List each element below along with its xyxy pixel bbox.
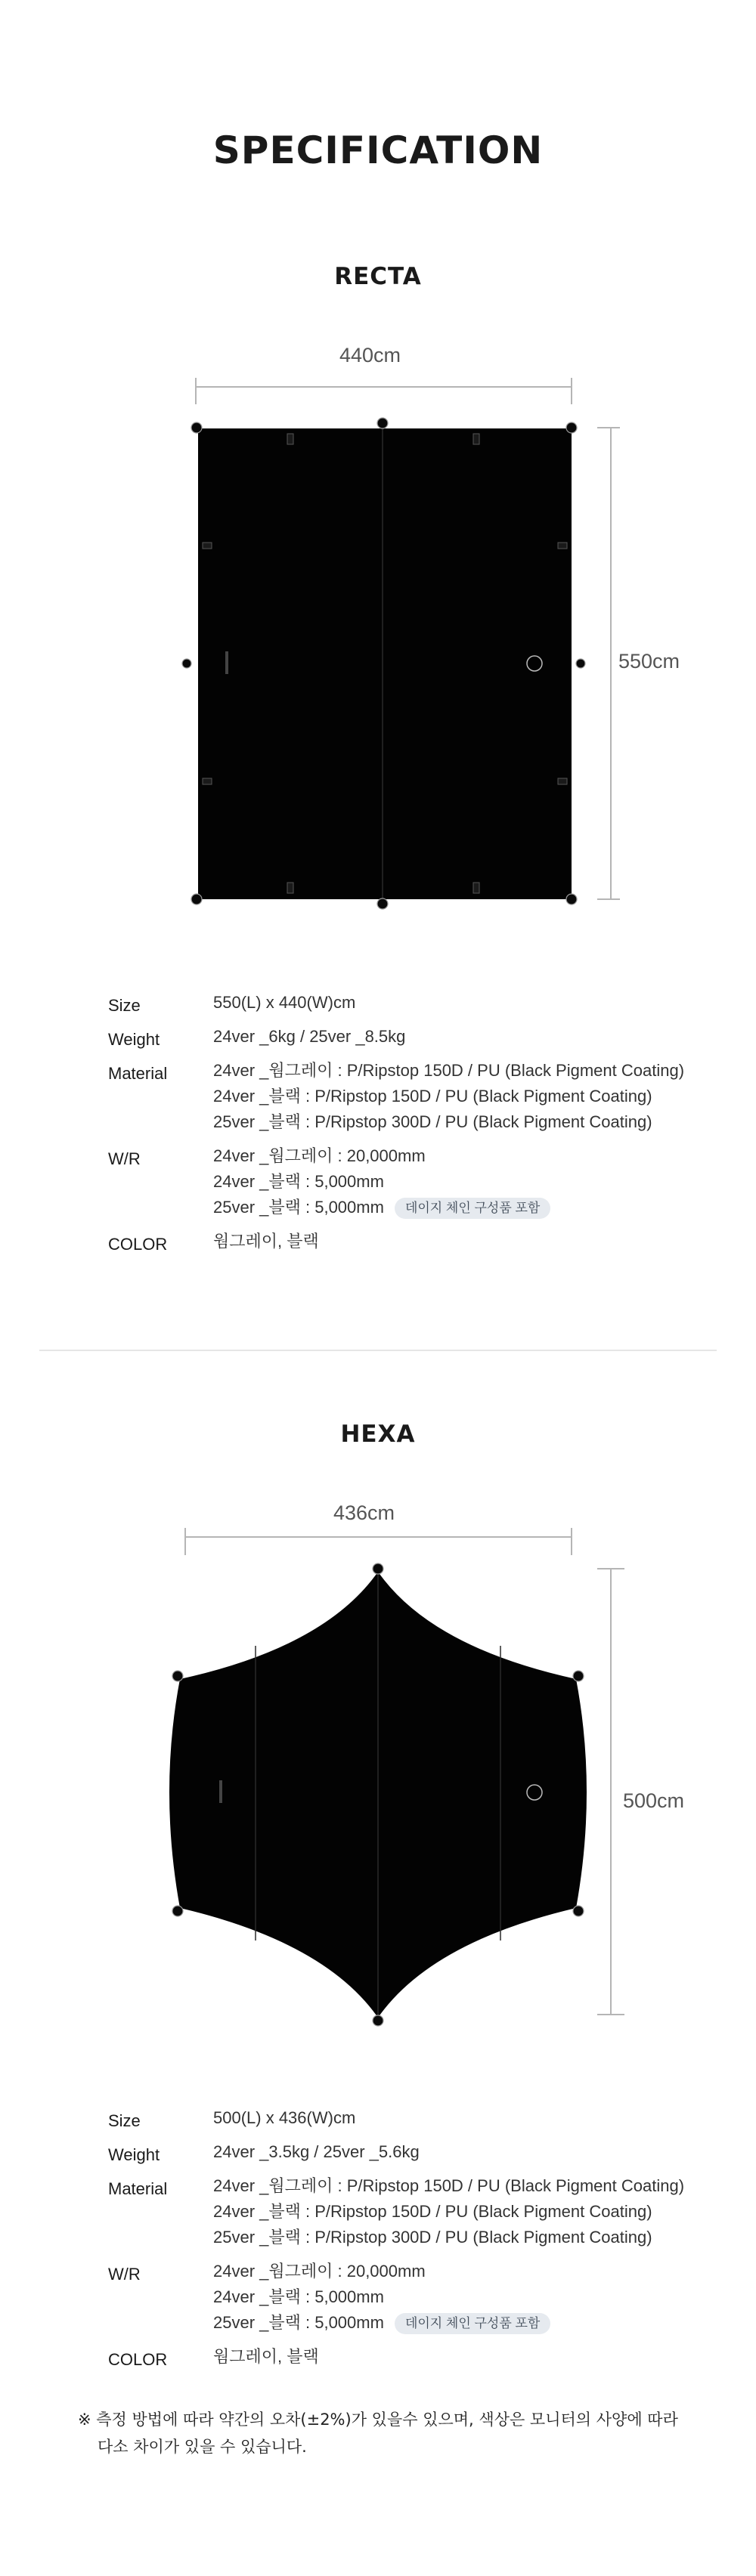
recta-size-label: Size [108,996,141,1015]
hexa-material-line: 24ver _블랙 : P/Ripstop 150D / PU (Black Pigment Coating) [213,2202,652,2221]
hexa-wr-label: W/R [108,2265,141,2284]
recta-material-line: 24ver _웜그레이 : P/Ripstop 150D / PU (Black Pigment Coating) [213,1061,685,1080]
hexa-size-label: Size [108,2111,141,2130]
recta-material-line: 24ver _블랙 : P/Ripstop 150D / PU (Black Pigment Coating) [213,1087,652,1106]
recta-weight-value: 24ver _6kg / 25ver _8.5kg [213,1027,406,1046]
hexa-material-line: 25ver _블랙 : P/Ripstop 300D / PU (Black Pigment Coating) [213,2228,652,2247]
recta-color-value: 웜그레이, 블랙 [213,1232,319,1251]
hexa-color-value: 웜그레이, 블랙 [213,2347,319,2366]
recta-wr-line: 24ver _블랙 : 5,000mm [213,1172,384,1191]
hexa-weight-label: Weight [108,2145,160,2164]
note-line: 다소 차이가 있을 수 있습니다. [98,2438,307,2456]
recta-weight-label: Weight [108,1030,160,1049]
hexa-material-line: 24ver _웜그레이 : P/Ripstop 150D / PU (Black Pigment Coating) [213,2176,685,2195]
hexa-material-label: Material [108,2179,168,2198]
recta-material-line: 25ver _블랙 : P/Ripstop 300D / PU (Black Pigment Coating) [213,1112,652,1131]
recta-wr-line: 24ver _웜그레이 : 20,000mm [213,1146,426,1165]
note-line: ※ 측정 방법에 따라 약간의 오차(±2%)가 있을수 있으며, 색상은 모니터의 사양에 따라 [78,2411,678,2429]
hexa-title: HEXA [340,1421,416,1448]
recta-width-label: 440cm [339,344,401,366]
recta-title: RECTA [334,263,422,290]
measurement-note [78,2406,698,2460]
hexa-wr-line: 24ver _블랙 : 5,000mm [213,2287,384,2306]
hexa-material-list [213,2173,684,2250]
hexa-weight-value: 24ver _3.5kg / 25ver _5.6kg [213,2142,420,2161]
recta-daisy-chain-badge: 데이지 체인 구성품 포함 [395,1198,550,1219]
page-title: SPECIFICATION [212,128,544,172]
recta-size-value: 550(L) x 440(W)cm [213,993,356,1012]
recta-material-label: Material [108,1064,168,1083]
recta-wr-label: W/R [108,1149,141,1168]
hexa-width-label: 436cm [333,1501,395,1524]
hexa-wr-line: 24ver _웜그레이 : 20,000mm [213,2262,426,2281]
recta-height-label: 550cm [618,650,680,673]
hexa-height-label: 500cm [623,1789,685,1812]
recta-color-label: COLOR [108,1235,168,1254]
hexa-wr-line: 25ver _블랙 : 5,000mm [213,2313,384,2332]
recta-wr-line: 25ver _블랙 : 5,000mm [213,1198,384,1217]
hexa-daisy-chain-badge: 데이지 체인 구성품 포함 [395,2313,550,2334]
hexa-color-label: COLOR [108,2350,168,2369]
hexa-size-value: 500(L) x 436(W)cm [213,2108,356,2127]
hexa-wr-list [213,2259,550,2336]
